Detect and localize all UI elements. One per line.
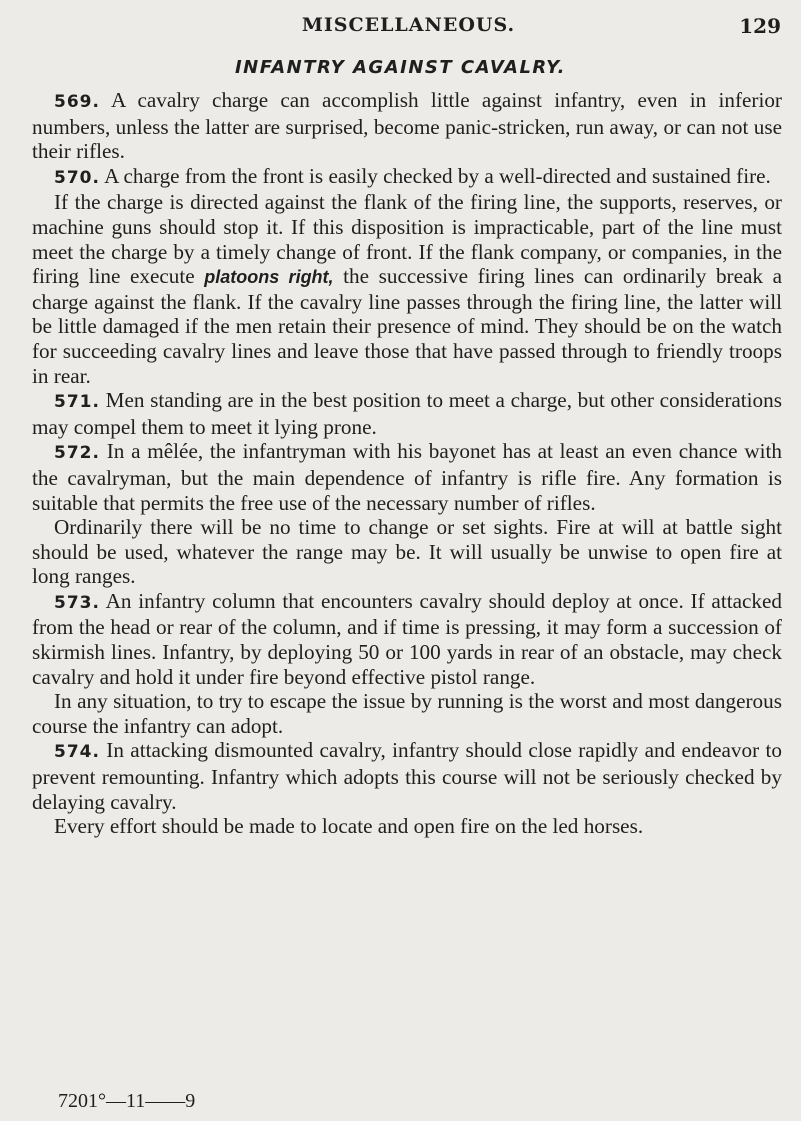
paragraph-number: 571. <box>54 392 100 413</box>
italic-term: platoons right, <box>204 267 334 288</box>
paragraph-text: In attacking dismounted cavalry, infantry should close rapidly and endeavor to prevent remounting. Infantry which adopts this course will not be seriously checked by delaying cavalry. <box>32 738 782 814</box>
paragraph-text: Every effort should be made to locate and open fire on the led horses. <box>54 814 644 839</box>
paragraph-text: An infantry column that encounters cavalry should deploy at once. If attacked from the head or rear of the column, and if time is pressing, it may form a succession of skirmish lines. Infantry, by deploying 50 or 100 yards in rear of an obstacle, may check cavalry and hold it under fire beyond effective pistol range. <box>32 588 782 689</box>
section-heading: INFANTRY AGAINST CAVALRY. <box>234 57 567 78</box>
paragraph-571 <box>32 388 782 439</box>
paragraph-text: A cavalry charge can accomplish little against infantry, even in inferior numbers, unless the latter are surprised, become panic-stricken, run away, or can not use their rifles. <box>32 88 782 164</box>
paragraph-574-horses <box>32 814 782 839</box>
paragraph-572-sights <box>32 515 782 589</box>
paragraph-570-flank <box>32 190 782 388</box>
paragraph-573-running <box>32 689 782 738</box>
paragraph-570 <box>32 164 782 191</box>
body-text <box>32 88 782 839</box>
paragraph-number: 569. <box>54 92 100 112</box>
paragraph-number: 570. <box>54 167 100 188</box>
paragraph-574 <box>32 738 782 814</box>
paragraph-573 <box>32 589 782 689</box>
running-head <box>36 14 781 44</box>
paragraph-text: Men standing are in the best position to meet a charge, but other considerations may compel them to meet it lying prone. <box>32 388 782 439</box>
paragraph-text: A charge from the front is easily checked by a well-directed and sustained fire. <box>99 163 771 188</box>
paragraph-number: 572. <box>54 443 100 464</box>
printer-signature: 7201°—11——9 <box>58 1090 196 1112</box>
paragraph-text: In a mêlée, the infantryman with his bayonet has at least an even chance with the cavalryman, but the main dependence of infantry is rifle fire. Any formation is suitable that permits the free use of the necessary number of rifles. <box>32 439 782 515</box>
paragraph-number: 573. <box>54 592 100 613</box>
paragraph-572 <box>32 439 782 515</box>
paragraph-text: If the charge is directed against the flank of the firing line, the supports, reserves, or machine guns should stop it. If this disposition is impracticable, part of the line must meet the charge by a timely change of front. If the flank company, or companies, in the firing line execute <box>32 190 782 289</box>
paragraph-text-continued: the successive firing lines can ordinarily break a charge against the flank. If the cavalry line passes through the firing line, the latter will be little damaged if the men retain their presence of mind. They should be on the watch for succeeding cavalry lines and leave those that have passed through to friendly troops in rear. <box>32 264 782 388</box>
running-title: MISCELLANEOUS. <box>301 14 516 36</box>
paragraph-number: 574. <box>54 742 100 763</box>
page-number: 129 <box>739 14 781 38</box>
paragraph-text: In any situation, to try to escape the issue by running is the worst and most dangerous course the infantry can adopt. <box>32 689 782 738</box>
paragraph-text: Ordinarily there will be no time to change or set sights. Fire at will at battle sight should be used, whatever the range may be. It will usually be unwise to open fire at long ranges. <box>32 515 782 589</box>
paragraph-569 <box>32 88 782 164</box>
